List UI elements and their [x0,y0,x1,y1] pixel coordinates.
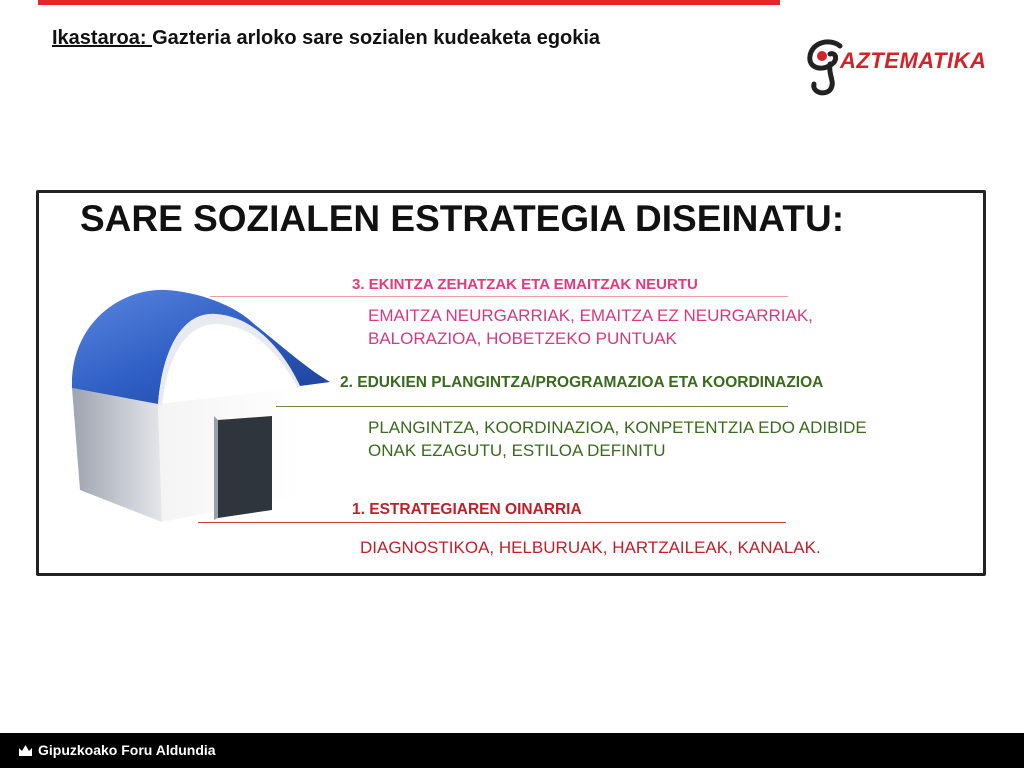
level-1-description: DIAGNOSTIKOA, HELBURUAK, HARTZAILEAK, KANALAK. [360,538,821,557]
footer-text: Gipuzkoako Foru Aldundia [38,742,216,758]
level-3-divider [210,296,788,297]
slide-title: SARE SOZIALEN ESTRATEGIA DISEINATU: [80,198,845,239]
level-1-heading: 1. ESTRATEGIAREN OINARRIA [352,501,582,518]
gaztematika-logo [800,34,990,96]
course-label: Ikastaroa: [52,27,153,49]
house-illustration [50,284,340,524]
level-2-heading: 2. EDUKIEN PLANGINTZA/PROGRAMAZIOA ETA KOORDINAZIOA [340,374,824,391]
logo-text: AZTEMATIKA [840,48,987,73]
level-1-divider [198,522,786,523]
level-2-description: PLANGINTZA, KOORDINAZIOA, KONPETENTZIA EDO ADIBIDE ONAK EZAGUTU, ESTILOA DEFINITU [368,418,867,460]
top-accent-bar [38,0,780,5]
level-3-description: EMAITZA NEURGARRIAK, EMAITZA EZ NEURGARRIAK, BALORAZIOA, HOBETZEKO PUNTUAK [368,306,813,348]
crown-icon [18,743,33,757]
course-title: Gazteria arloko sare sozialen kudeaketa egokia [152,27,601,49]
level-3-heading: 3. EKINTZA ZEHATZAK ETA EMAITZAK NEURTU [352,276,698,293]
course-heading [52,27,600,50]
level-2-divider [276,406,788,407]
footer-bar [0,733,1024,768]
